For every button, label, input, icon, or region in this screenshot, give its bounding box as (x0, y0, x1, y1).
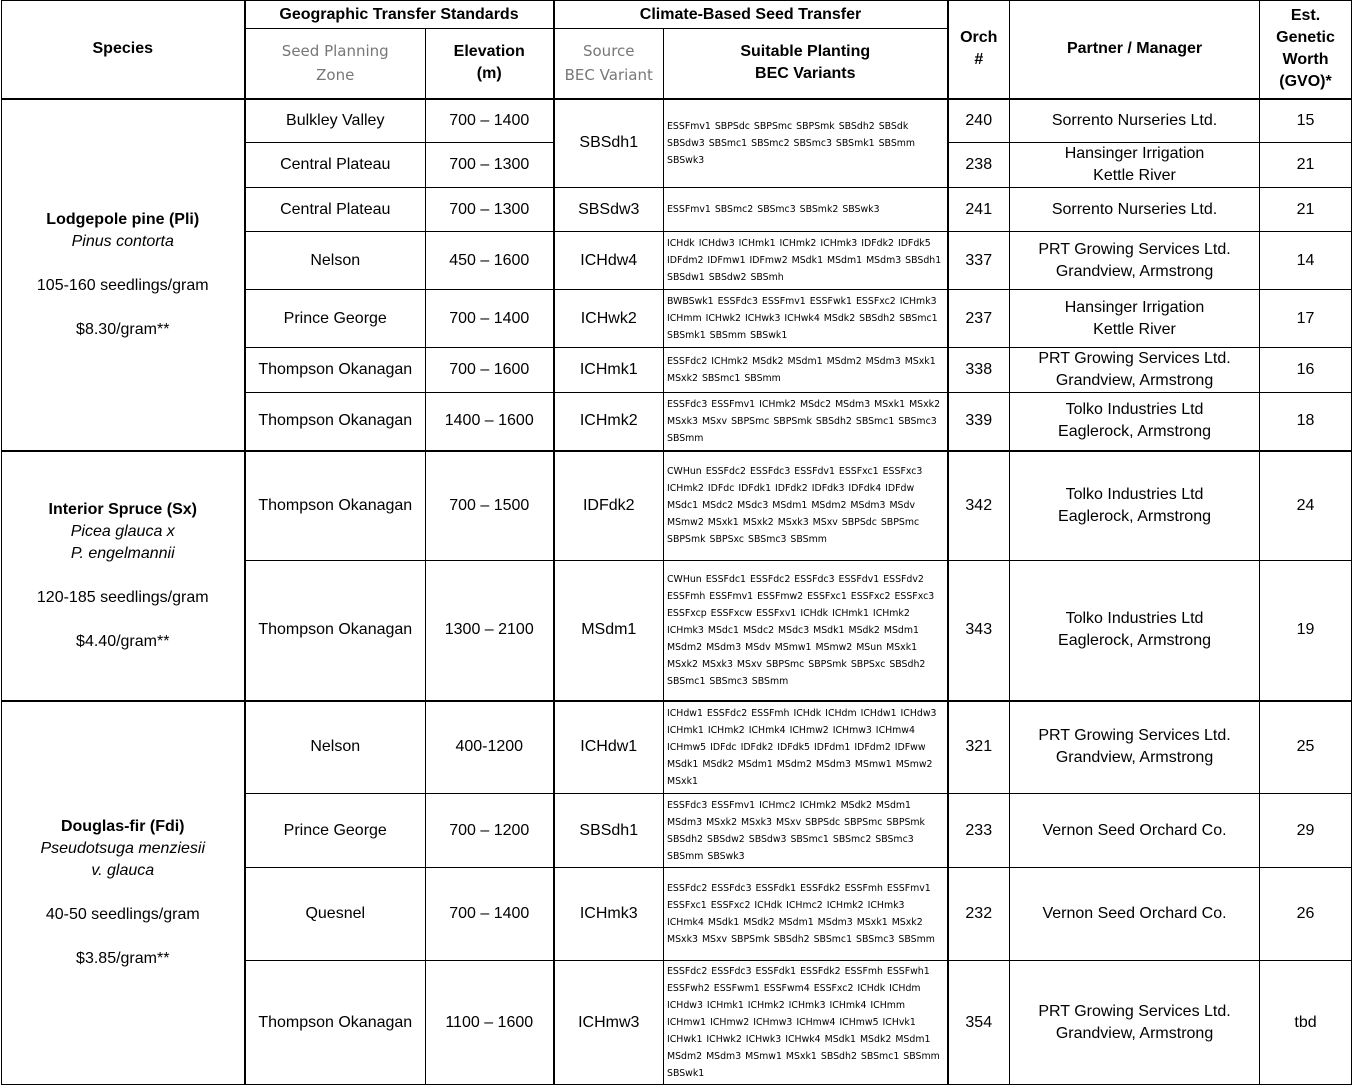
species-latin: Pseudotsuga menziesii (40, 839, 206, 857)
source-bec-cell: ICHmw3 (554, 961, 664, 1085)
table-row (2, 451, 1352, 561)
partner-line: Vernon Seed Orchard Co. (1042, 905, 1227, 922)
header-source-bec-line-1: Source (582, 42, 635, 61)
gvo-cell: 29 (1260, 794, 1352, 868)
partner-cell (1010, 348, 1260, 393)
suitable-bec-cell: ESSFmv1 SBPSdc SBPSmc SBPSmk SBSdh2 SBSdk SBSdw3 SBSmc1 SBSmc2 SBSmc3 SBSmk1 SBSmm SBSwk3 (664, 99, 948, 188)
species-cell-douglas-fir (2, 701, 245, 1085)
partner-line: Kettle River (1093, 320, 1176, 338)
header-species: Species (2, 1, 245, 99)
species-latin: P. engelmannii (70, 544, 175, 562)
elevation-cell: 450 – 1600 (426, 232, 554, 290)
source-bec-cell: ICHmk3 (554, 868, 664, 961)
orch-cell: 337 (948, 232, 1010, 290)
elevation-cell: 1300 – 2100 (426, 561, 554, 701)
header-gvo (1260, 1, 1352, 99)
orch-cell: 241 (948, 188, 1010, 232)
partner-line: Hansinger Irrigation (1064, 145, 1205, 162)
source-bec-cell: SBSdh1 (554, 99, 664, 188)
seed-zone-cell: Nelson (245, 232, 426, 290)
partner-line: Grandview, Armstrong (1055, 749, 1214, 767)
species-cell-lodgepole-pine (2, 99, 245, 451)
orch-cell: 339 (948, 393, 1010, 451)
seed-zone-cell: Thompson Okanagan (245, 451, 426, 561)
gvo-cell: 19 (1260, 561, 1352, 701)
species-name: Douglas-fir (Fdi) (60, 817, 185, 835)
elevation-cell: 700 – 1600 (426, 348, 554, 393)
elevation-cell: 700 – 1500 (426, 451, 554, 561)
partner-line: Sorrento Nurseries Ltd. (1051, 200, 1218, 218)
seed-zone-cell: Prince George (245, 290, 426, 348)
header-elevation (426, 29, 554, 99)
orch-cell: 238 (948, 143, 1010, 188)
species-name: Interior Spruce (Sx) (48, 500, 197, 518)
gvo-cell: 18 (1260, 393, 1352, 451)
header-gvo-line-3: Worth (1282, 51, 1329, 69)
partner-cell (1010, 794, 1260, 868)
header-climate-group: Climate-Based Seed Transfer (554, 1, 948, 29)
partner-line: Vernon Seed Orchard Co. (1042, 821, 1227, 839)
orch-cell: 338 (948, 348, 1010, 393)
partner-line: Grandview, Armstrong (1055, 262, 1214, 280)
partner-line: PRT Growing Services Ltd. (1038, 727, 1231, 745)
partner-line: Eaglerock, Armstrong (1058, 507, 1211, 525)
gvo-cell: 16 (1260, 348, 1352, 393)
partner-line: Sorrento Nurseries Ltd. (1051, 111, 1218, 129)
partner-cell (1010, 99, 1260, 143)
partner-line: Grandview, Armstrong (1055, 1024, 1214, 1042)
species-seedlings: 40-50 seedlings/gram (45, 905, 200, 923)
partner-line: Grandview, Armstrong (1055, 372, 1214, 389)
header-gvo-line-2: Genetic (1276, 29, 1335, 47)
suitable-bec-cell: ESSFdc2 ESSFdc3 ESSFdk1 ESSFdk2 ESSFmh ESSFwh1 ESSFwh2 ESSFwm1 ESSFwm4 ESSFxc2 ICHdk ICHdm ICHdw3 ICHmk1 ICHmk2 ICHmk3 ICHmk4 ICHmm ICHmw1 ICHmw2 ICHmw3 ICHmw4 ICHmw5 ICHvk1 ICHwk1 ICHwk2 ICHwk3 ICHwk4 MSdk1 MSdk2 MSdm1 MSdm2 MSdm3 MSmw1 MSxk1 SBSdh2 SBSmc1 SBSmm SBSwk1 (664, 961, 948, 1085)
partner-cell (1010, 561, 1260, 701)
suitable-bec-cell: ESSFmv1 SBSmc2 SBSmc3 SBSmk2 SBSwk3 (664, 188, 948, 232)
header-seed-zone-line-1: Seed Planning (281, 42, 389, 61)
suitable-bec-cell: ESSFdc2 ESSFdc3 ESSFdk1 ESSFdk2 ESSFmh ESSFmv1 ESSFxc1 ESSFxc2 ICHdk ICHmc2 ICHmk2 ICHmk3 ICHmk4 MSdk1 MSdk2 MSdm1 MSdm3 MSxk1 MSxk2 MSxk3 MSxv SBPSmk SBSdh2 SBSmc1 SBSmc3 SBSmm (664, 868, 948, 961)
source-bec-cell: IDFdk2 (554, 451, 664, 561)
seed-transfer-table (1, 0, 1352, 1085)
partner-cell (1010, 393, 1260, 451)
header-orch-line-1: Orch (960, 29, 998, 47)
partner-cell (1010, 232, 1260, 290)
species-latin: v. glauca (91, 861, 155, 879)
source-bec-cell: ICHdw4 (554, 232, 664, 290)
partner-line: Tolko Industries Ltd (1065, 401, 1204, 419)
partner-cell (1010, 188, 1260, 232)
gvo-cell: 21 (1260, 188, 1352, 232)
suitable-bec-cell: CWHun ESSFdc1 ESSFdc2 ESSFdc3 ESSFdv1 ESSFdv2 ESSFmh ESSFmv1 ESSFmw2 ESSFxc1 ESSFxc2 ESSFxc3 ESSFxcp ESSFxcw ESSFxv1 ICHdk ICHmk1 ICHmk2 ICHmk3 MSdc1 MSdc2 MSdc3 MSdk1 MSdk2 MSdm1 MSdm2 MSdm3 MSdv MSmw1 MSmw2 MSun MSxk1 MSxk2 MSxk3 MSxv SBPSmc SBPSmk SBPSxc SBSdh2 SBSmc1 SBSmc3 SBSmm (664, 561, 948, 701)
elevation-cell: 1400 – 1600 (426, 393, 554, 451)
orch-cell: 240 (948, 99, 1010, 143)
header-gvo-line-4: (GVO)* (1279, 73, 1332, 91)
header-seed-zone (245, 29, 426, 99)
partner-line: PRT Growing Services Ltd. (1038, 1002, 1231, 1020)
gvo-cell: 25 (1260, 701, 1352, 794)
partner-cell (1010, 451, 1260, 561)
table-row (2, 701, 1352, 794)
seed-zone-cell: Thompson Okanagan (245, 961, 426, 1085)
species-price: $8.30/gram** (76, 320, 170, 338)
elevation-cell: 400-1200 (426, 701, 554, 794)
gvo-cell: tbd (1260, 961, 1352, 1085)
species-seedlings: 105-160 seedlings/gram (36, 276, 209, 294)
gvo-cell: 21 (1260, 143, 1352, 188)
species-cell-interior-spruce (2, 451, 245, 701)
gvo-cell: 24 (1260, 451, 1352, 561)
header-suitable-bec-line-2: BEC Variants (755, 65, 856, 83)
species-latin: Picea glauca x (70, 522, 175, 540)
table-row (2, 99, 1352, 143)
species-price: $3.85/gram** (76, 949, 170, 967)
header-suitable-bec-line-1: Suitable Planting (740, 43, 871, 61)
orch-cell: 237 (948, 290, 1010, 348)
species-name: Lodgepole pine (Pli) (46, 210, 200, 228)
source-bec-cell: ICHmk1 (554, 348, 664, 393)
gvo-cell: 17 (1260, 290, 1352, 348)
gvo-cell: 15 (1260, 99, 1352, 143)
seed-zone-cell: Thompson Okanagan (245, 393, 426, 451)
partner-line: Tolko Industries Ltd (1065, 610, 1204, 628)
seed-zone-cell: Thompson Okanagan (245, 561, 426, 701)
source-bec-cell: SBSdh1 (554, 794, 664, 868)
orch-cell: 354 (948, 961, 1010, 1085)
seed-zone-cell: Prince George (245, 794, 426, 868)
header-source-bec (554, 29, 664, 99)
gvo-cell: 26 (1260, 868, 1352, 961)
species-seedlings: 120-185 seedlings/gram (36, 588, 209, 606)
header-partner: Partner / Manager (1010, 1, 1260, 99)
orch-cell: 233 (948, 794, 1010, 868)
orch-cell: 342 (948, 451, 1010, 561)
seed-zone-cell: Bulkley Valley (245, 99, 426, 143)
header-elevation-line-1: Elevation (453, 43, 525, 61)
partner-cell (1010, 143, 1260, 188)
partner-line: Tolko Industries Ltd (1065, 485, 1204, 503)
partner-cell (1010, 290, 1260, 348)
partner-line: Hansinger Irrigation (1064, 298, 1205, 316)
elevation-cell: 700 – 1400 (426, 868, 554, 961)
header-elevation-line-2: (m) (476, 65, 502, 83)
suitable-bec-cell: ESSFdc3 ESSFmv1 ICHmc2 ICHmk2 MSdk2 MSdm1 MSdm3 MSxk2 MSxk3 MSxv SBPSdc SBPSmc SBPSmk SBSdh2 SBSdw2 SBSdw3 SBSmc1 SBSmc2 SBSmc3 SBSmm SBSwk3 (664, 794, 948, 868)
suitable-bec-cell: CWHun ESSFdc2 ESSFdc3 ESSFdv1 ESSFxc1 ESSFxc3 ICHmk2 IDFdc IDFdk1 IDFdk2 IDFdk3 IDFdk4 IDFdw MSdc1 MSdc2 MSdc3 MSdm1 MSdm2 MSdm3 MSdv MSmw2 MSxk1 MSxk2 MSxk3 MSxv SBPSdc SBPSmc SBPSmk SBPSxc SBSmc3 SBSmm (664, 451, 948, 561)
partner-cell (1010, 868, 1260, 961)
elevation-cell: 700 – 1300 (426, 188, 554, 232)
header-geographic-group: Geographic Transfer Standards (245, 1, 554, 29)
header-orch-line-2: # (974, 51, 984, 69)
suitable-bec-cell: BWBSwk1 ESSFdc3 ESSFmv1 ESSFwk1 ESSFxc2 ICHmk3 ICHmm ICHwk2 ICHwk3 ICHwk4 MSdk2 SBSdh2 SBSmc1 SBSmk1 SBSmm SBSwk1 (664, 290, 948, 348)
seed-zone-cell: Quesnel (245, 868, 426, 961)
header-seed-zone-line-2: Zone (316, 66, 355, 85)
species-latin: Pinus contorta (71, 232, 174, 250)
orch-cell: 343 (948, 561, 1010, 701)
orch-cell: 232 (948, 868, 1010, 961)
suitable-bec-cell: ESSFdc2 ICHmk2 MSdk2 MSdm1 MSdm2 MSdm3 MSxk1 MSxk2 SBSmc1 SBSmm (664, 348, 948, 393)
seed-zone-cell: Central Plateau (245, 143, 426, 188)
header-gvo-line-1: Est. (1290, 7, 1321, 25)
partner-line: Kettle River (1093, 167, 1176, 184)
header-suitable-bec (664, 29, 948, 99)
seed-zone-cell: Thompson Okanagan (245, 348, 426, 393)
seed-zone-cell: Nelson (245, 701, 426, 794)
suitable-bec-cell: ESSFdc3 ESSFmv1 ICHmk2 MSdc2 MSdm3 MSxk1 MSxk2 MSxk3 MSxv SBPSmc SBPSmk SBSdh2 SBSmc1 SBSmc3 SBSmm (664, 393, 948, 451)
elevation-cell: 700 – 1300 (426, 143, 554, 188)
species-price: $4.40/gram** (76, 632, 170, 650)
source-bec-cell: ICHwk2 (554, 290, 664, 348)
source-bec-cell: ICHmk2 (554, 393, 664, 451)
header-source-bec-line-2: BEC Variant (564, 66, 653, 85)
partner-line: PRT Growing Services Ltd. (1038, 350, 1231, 367)
orch-cell: 321 (948, 701, 1010, 794)
partner-line: Eaglerock, Armstrong (1058, 632, 1211, 650)
source-bec-cell: ICHdw1 (554, 701, 664, 794)
partner-cell (1010, 961, 1260, 1085)
elevation-cell: 700 – 1400 (426, 290, 554, 348)
elevation-cell: 700 – 1200 (426, 794, 554, 868)
elevation-cell: 1100 – 1600 (426, 961, 554, 1085)
partner-line: Eaglerock, Armstrong (1058, 423, 1211, 441)
partner-cell (1010, 701, 1260, 794)
partner-line: PRT Growing Services Ltd. (1038, 240, 1231, 258)
elevation-cell: 700 – 1400 (426, 99, 554, 143)
gvo-cell: 14 (1260, 232, 1352, 290)
header-orch (948, 1, 1010, 99)
seed-zone-cell: Central Plateau (245, 188, 426, 232)
source-bec-cell: MSdm1 (554, 561, 664, 701)
source-bec-cell: SBSdw3 (554, 188, 664, 232)
suitable-bec-cell: ICHdk ICHdw3 ICHmk1 ICHmk2 ICHmk3 IDFdk2 IDFdk5 IDFdm2 IDFmw1 IDFmw2 MSdk1 MSdm1 MSdm3 SBSdh1 SBSdw1 SBSdw2 SBSmh (664, 232, 948, 290)
suitable-bec-cell: ICHdw1 ESSFdc2 ESSFmh ICHdk ICHdm ICHdw1 ICHdw3 ICHmk1 ICHmk2 ICHmk4 ICHmw2 ICHmw3 ICHmw4 ICHmw5 IDFdc IDFdk2 IDFdk5 IDFdm1 IDFdm2 IDFww MSdk1 MSdk2 MSdm1 MSdm2 MSdm3 MSmw1 MSmw2 MSxk1 (664, 701, 948, 794)
